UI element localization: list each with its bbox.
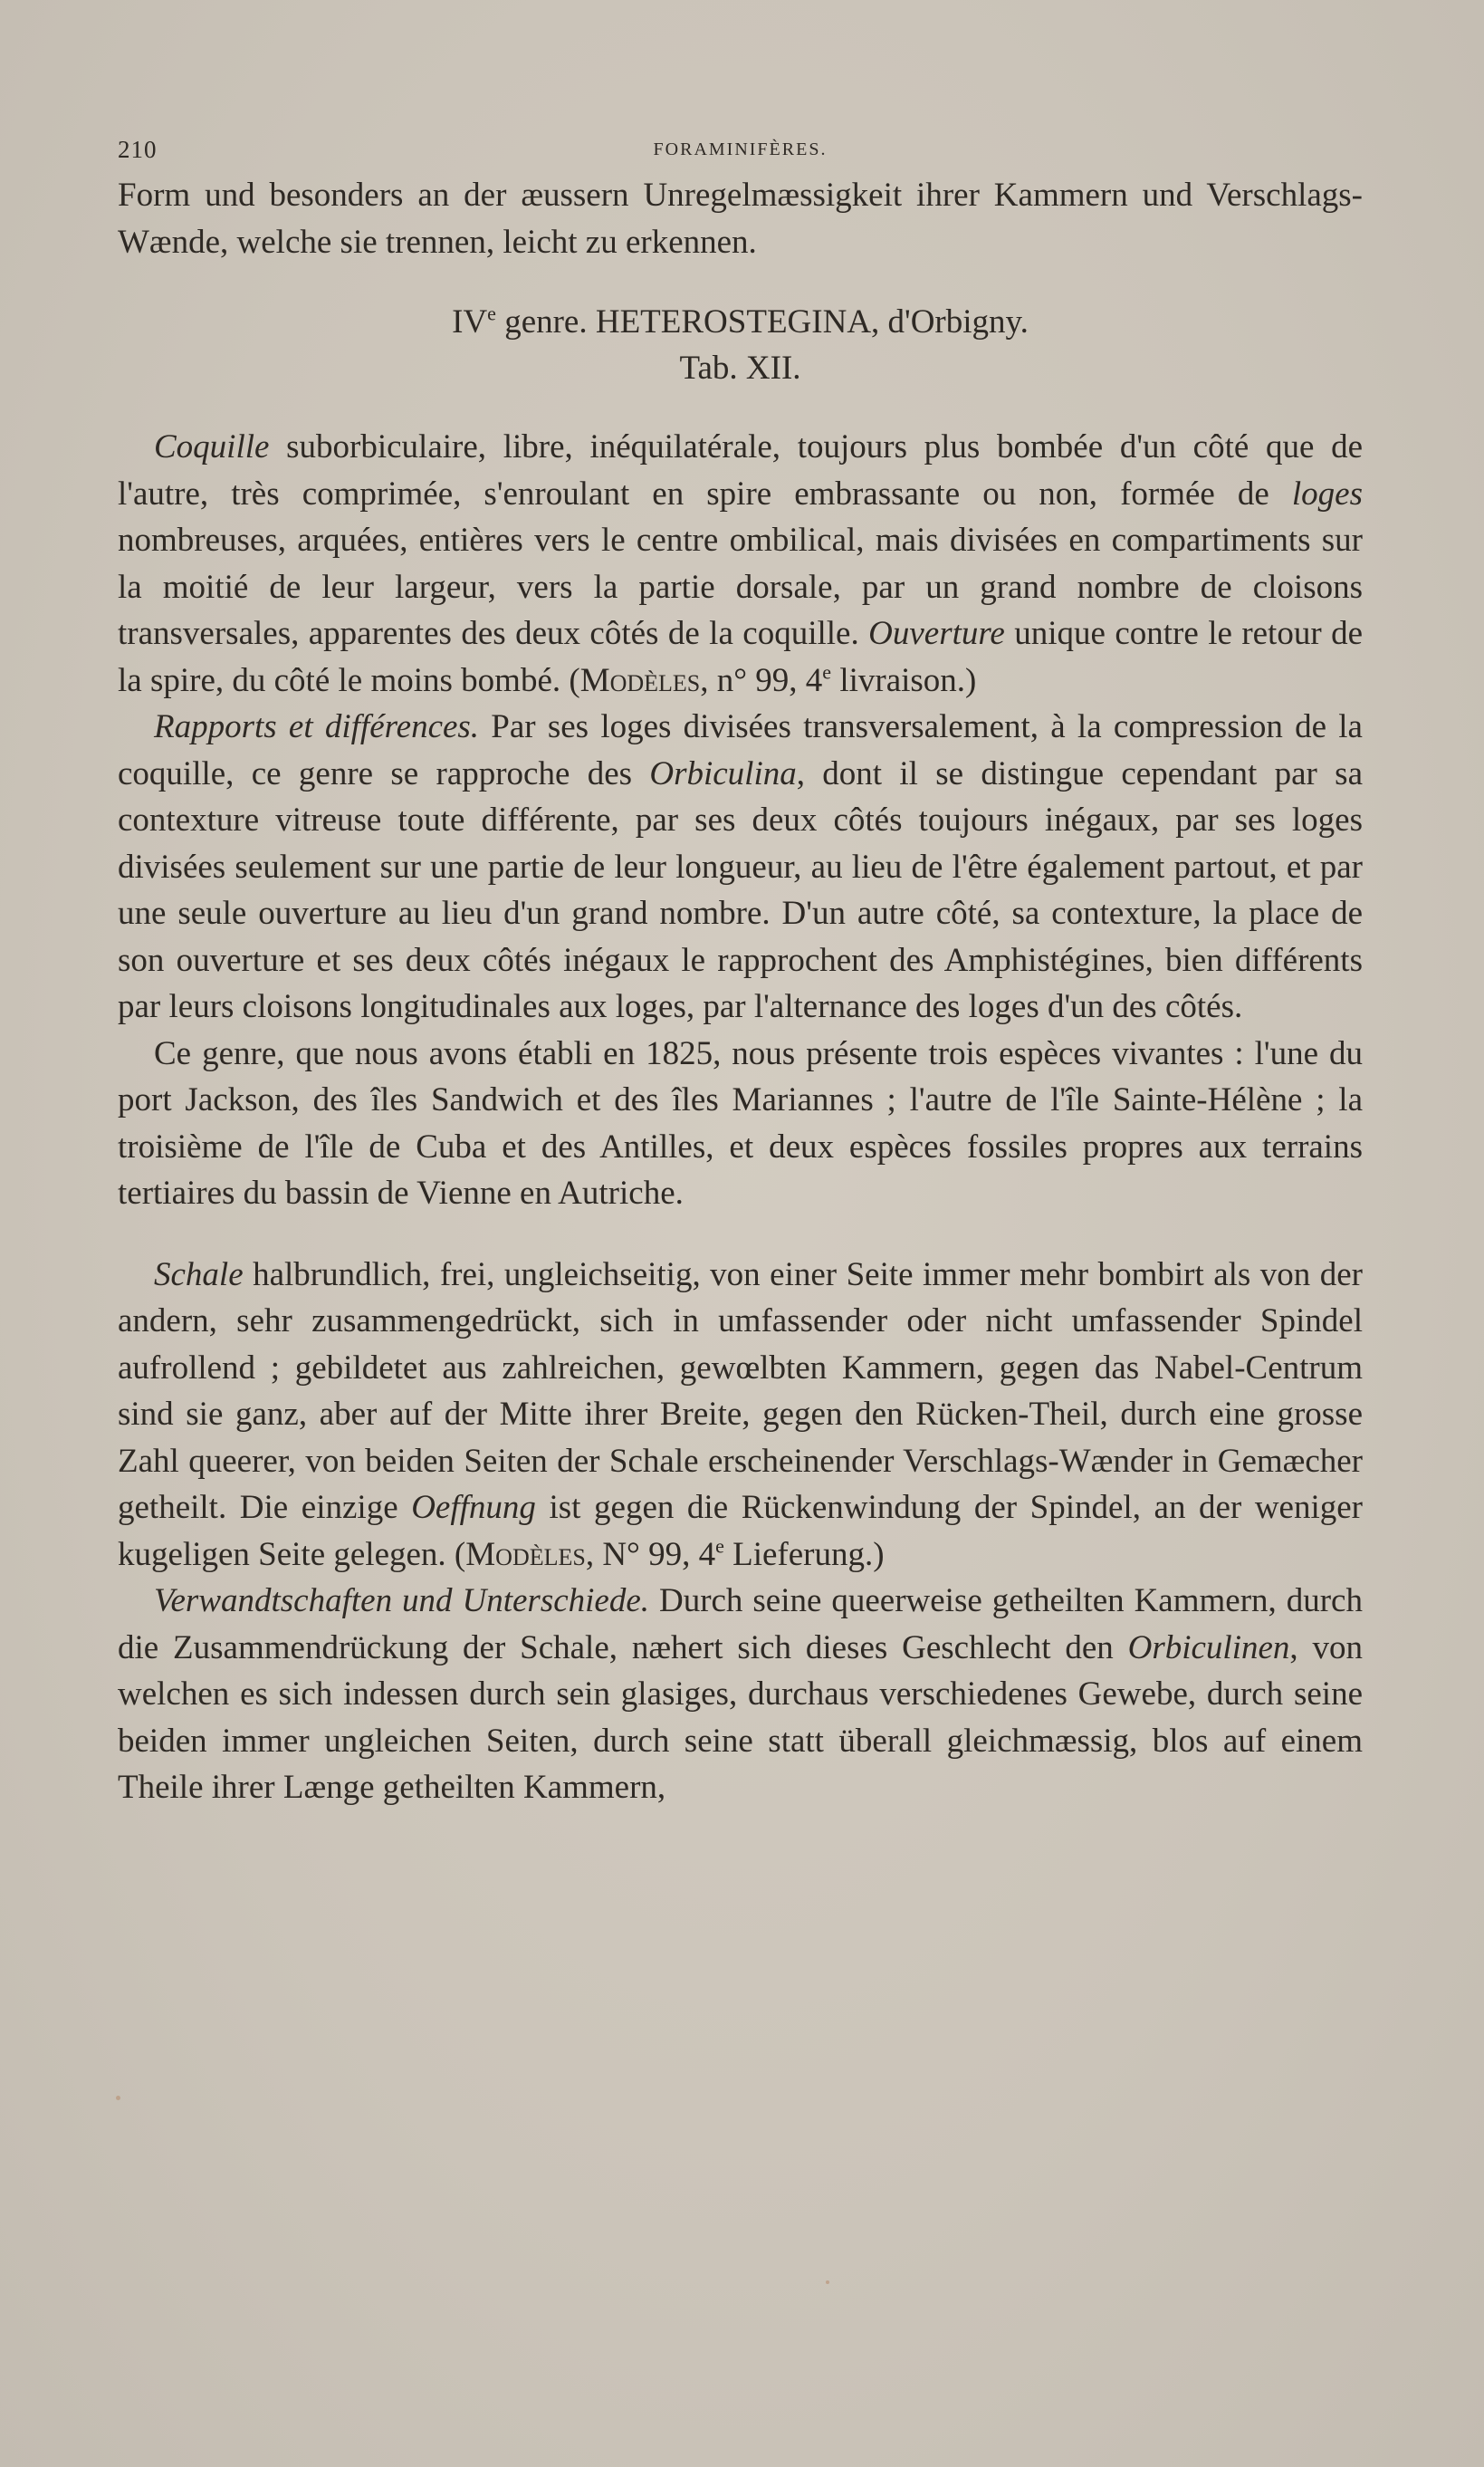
superscript: e (822, 660, 832, 684)
term-orbiculinen: Orbiculinen (1127, 1628, 1290, 1666)
paragraph-text: Par ses loges divisées transversalement, à la compression de la coquille, ce genre se rapproche des (118, 708, 1363, 792)
book-page (118, 136, 1363, 1811)
running-head (118, 136, 1363, 172)
paragraph-text: unique contre le retour de la spire, du côté le moins bombé. ( (118, 615, 1363, 699)
paragraph-text: , von welchen es sich indessen durch sein glasiges, durchaus verschiedenes Gewebe, durch seine beiden immer ungleichen Seiten, durch seine statt überall gleichmæssig, blos auf einem Theile ihrer Længe getheilten Kammern, (118, 1628, 1364, 1806)
term-coquille: Coquille (154, 428, 270, 466)
paragraph-text: livraison.) (831, 661, 977, 699)
term-oeffnung: Oeffnung (411, 1489, 536, 1526)
paragraph-text: halbrundlich, frei, ungleichseitig, von einer Seite immer mehr bombirt als von der andern, sehr zusammengedrückt, sich in umfassender oder nicht umfassender Spindel aufrollend ; gebildetet aus zahlreichen, gewœlbten Kammern, gegen das Nabel-Centrum sind sie ganz, aber auf der Mitte ihrer Breite, gegen den Rücken-Theil, durch eine grosse Zahl queerer, von beiden Seiten der Schale erscheinender Verschlags-Wænder in Gemæcher getheilt. Die einzige (118, 1255, 1363, 1526)
models-reference: Modèles (579, 661, 701, 699)
term-orbiculina: Orbiculina (649, 754, 797, 792)
paragraph-text: , n° 99, (700, 661, 806, 699)
term-ouverture: Ouverture (868, 615, 1005, 652)
french-species-paragraph: Ce genre, que nous avons établi en 1825, nous présente trois espèces vivantes : l'une du port Jackson, des îles Sandwich et des îles Mariannes ; l'autre de l'île Sainte-Hélène ; la troisième de l'île de Cuba et des Antilles, et deux espèces fossiles propres aux terrains tertiaires du bassin de Vienne en Autriche. (118, 1034, 1363, 1212)
genre-title: genre. HETEROSTEGINA, d'Orbigny. (495, 303, 1029, 341)
term-verwandtschaften: Verwandtschaften und Unterschiede. (154, 1582, 650, 1619)
paragraph-text: , dont il se distingue cependant par sa contexture vitreuse toute différente, par ses deux côtés toujours inégaux, par ses loges divisées seulement sur une partie de leur longueur, au lieu de l'être également partout, et par une seule ouverture au lieu d'un grand nombre. D'un autre côté, sa contexture, la place de son ouverture et ses deux côtés inégaux le rapprochent des Amphistégines, bien différents par leurs cloisons longitudinales aux loges, par l'alternance des loges d'un des côtés. (118, 754, 1363, 1025)
term-loges: loges (1291, 475, 1363, 513)
paragraph-text: nombreuses, arquées, entières vers le centre ombilical, mais divisées en compartiments sur la moitié de leur largeur, vers la partie dorsale, par un grand nombre de cloisons transversales, apparentes des deux côtés de la coquille. (118, 522, 1363, 652)
section-gap (118, 1217, 1363, 1252)
paragraph-text: Durch seine queerweise getheilten Kammern, durch die Zusammendrückung der Schale, næhert sich dieses Geschlecht den (118, 1582, 1363, 1666)
paper-speck (116, 2096, 120, 2100)
page-number: 210 (118, 136, 158, 163)
french-description-paragraph (118, 424, 1363, 704)
continuation-paragraph: Form und besonders an der æussern Unregelmæssigkeit ihrer Kammern und Verschlags-Wænde, welche sie trennen, leicht zu erkennen. (118, 177, 1363, 261)
paragraph-text: suborbiculaire, libre, inéquilatérale, toujours plus bombée d'un côté que de l'autre, très comprimée, s'enroulant en spire embrassante ou non, formée de (118, 428, 1363, 513)
genre-numeral-sup: e (487, 302, 496, 325)
plate-reference: Tab. XII. (679, 350, 801, 387)
running-title: FORAMINIFÈRES. (653, 139, 828, 159)
paragraph-text: ist gegen die Rückenwindung der Spindel, an der weniger kugeligen Seite gelegen. ( (118, 1489, 1363, 1573)
paragraph-text: , N° 99, (585, 1535, 699, 1573)
term-schale: Schale (154, 1255, 244, 1293)
term-rapports: Rapports et différences. (154, 708, 480, 745)
paper-speck (826, 2280, 829, 2284)
paragraph-text: Lieferung.) (723, 1535, 885, 1573)
genre-numeral: IV (452, 303, 488, 341)
french-rapports-paragraph (118, 704, 1363, 1031)
superscript: e (715, 1534, 724, 1558)
models-reference: Modèles (465, 1535, 586, 1573)
german-verwandtschaften-paragraph (118, 1578, 1363, 1811)
genre-heading (118, 299, 1363, 345)
german-description-paragraph (118, 1252, 1363, 1579)
paragraph-text: 4 (805, 661, 823, 699)
paragraph-text: 4 (698, 1535, 716, 1573)
